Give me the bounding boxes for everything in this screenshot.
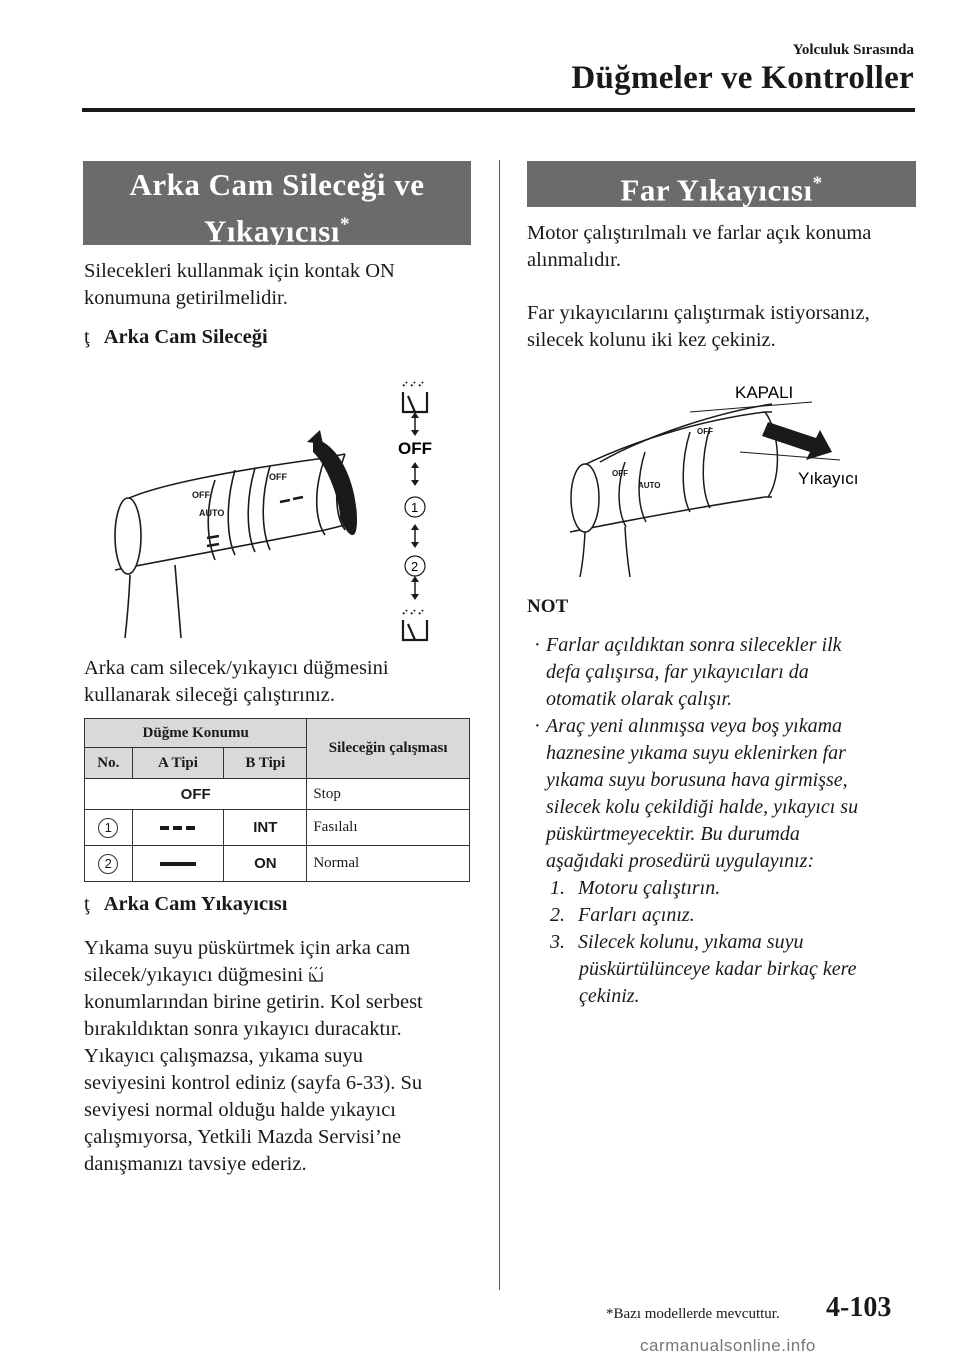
section-mark: ţ [84,326,90,348]
rear-washer-subheading-text: Arka Cam Yıkayıcısı [103,893,288,915]
body-line: Far yıkayıcılarını çalıştırmak istiyorsanız, [527,302,870,324]
lever-auto-label: AUTO [638,481,661,490]
running-header-title: Düğmeler ve Kontroller [571,60,914,96]
rear-wiper-description [84,655,389,709]
note-line: püskürtmeyecektir. Bu durumda [546,823,800,845]
rear-wiper-banner-line1: Arka Cam Sileceği ve [129,167,425,202]
note-line: defa çalışırsa, far yıkayıcıları da [546,661,809,683]
headlight-washer-banner [527,161,916,207]
step-continuation: çekiniz. [579,985,640,1007]
step-continuation: püskürtülünceye kadar birkaç kere [579,958,857,980]
intro-line1: Silecekleri kullanmak için kontak ON [84,260,395,282]
figure-label-washer: Yıkayıcı [798,469,859,488]
body-line: silecek kolunu iki kez çekiniz. [527,329,776,351]
body-line: seviyesi normal olduğu halde yıkayıcı [84,1099,396,1121]
washer-icon-inline [308,965,324,983]
figure-label-off: KAPALI [735,383,794,402]
cell-operation: Normal [307,846,470,882]
indicator-pos2: 2 [411,559,419,574]
rear-wiper-lever-figure [95,370,465,645]
note-line: yıkama suyu borusuna hava girmişse, [546,769,848,791]
rear-wiper-banner-line2: Yıkayıcısı [204,213,340,249]
rear-wiper-subheading-text: Arka Cam Sileceği [103,326,268,348]
running-header-section: Yolculuk Sırasında [792,42,914,58]
continuous-symbol-icon [160,862,196,866]
headlight-intro-paragraph [527,220,871,274]
table-row [85,779,470,810]
body-line: Yıkama suyu püskürtmek için arka cam [84,937,411,959]
note-line: Farlar açıldıktan sonra silecekler ilk [546,634,842,656]
desc-line2: kullanarak sileceği çalıştırınız. [84,684,336,706]
switch-position-table [84,718,470,882]
body-line: seviyesini kontrol ediniz (sayfa 6-33). Su [84,1072,423,1094]
position-1-badge: 1 [98,818,118,838]
rear-wiper-subheading [84,326,268,349]
intro-paragraph [84,258,395,312]
watermark: carmanualsonline.info [640,1336,816,1355]
th-switch-position: Düğme Konumu [85,719,307,748]
indicator-pos1: 1 [411,500,419,515]
optional-mark: * [339,214,350,235]
desc-line1: Arka cam silecek/yıkayıcı düğmesini [84,657,389,679]
lever-auto-label: AUTO [199,508,225,518]
intro-line2: konumuna getirilmelidir. [84,287,288,309]
th-type-a: A Tipi [132,748,224,779]
column-divider [499,160,500,1290]
body-line: bırakıldıktan sonra yıkayıcı duracaktır. [84,1018,402,1040]
rear-washer-paragraph [84,935,423,1178]
cell-operation: Fasılalı [307,810,470,846]
lever-off2-label: OFF [269,472,287,482]
lever-off2-label: OFF [697,427,713,436]
body-line: çalışmıyorsa, Yetkili Mazda Servisi’ne [84,1126,402,1148]
note-line: silecek kolu çekildiği halde, yıkayıcı su [546,796,859,818]
step-item: 2. Farları açınız. [550,904,695,926]
th-no: No. [85,748,133,779]
body-line: Motor çalıştırılmalı ve farlar açık konuma [527,222,872,244]
step-item: 1. Motoru çalıştırın. [550,877,721,899]
cell-int: INT [224,810,307,846]
cell-off: OFF [85,779,307,810]
headlight-washer-lever-figure [540,372,900,582]
body-line: Yıkayıcı çalışmazsa, yıkama suyu [84,1045,363,1067]
section-mark: ţ [84,893,90,915]
note-title: NOT [527,596,569,617]
optional-mark: * [812,173,823,194]
th-wiper-operation: Sileceğin çalışması [307,719,470,779]
lever-off1-label: OFF [612,469,628,478]
indicator-off-label: OFF [398,439,432,458]
table-row [85,810,470,846]
body-line: silecek/yıkayıcı düğmesini [84,964,304,986]
note-line: haznesine yıkama suyu eklenirken far [546,742,846,764]
footnote: *Bazı modellerde mevcuttur. [606,1306,780,1322]
position-2-badge: 2 [98,854,118,874]
body-line: danışmanızı tavsiye ederiz. [84,1153,307,1175]
lever-off1-label: OFF [192,490,210,500]
note-item-1 [534,632,842,713]
note-item-2 [534,713,858,875]
table-row [85,846,470,882]
headlight-instruction-paragraph [527,300,870,354]
rear-wiper-banner [83,161,471,249]
note-line: otomatik olarak çalışır. [546,688,733,710]
bullet: · [534,715,541,737]
headlight-washer-banner-text: Far Yıkayıcısı [620,172,813,208]
bullet: · [534,634,541,656]
note-line: aşağıdaki prosedürü uygulayınız: [546,850,815,872]
th-type-b: B Tipi [224,748,307,779]
intermittent-symbol-icon [160,826,196,830]
cell-operation: Stop [307,779,470,810]
washer-icon [403,382,427,412]
body-line: konumlarından birine getirin. Kol serbest [84,991,423,1013]
body-line: alınmalıdır. [527,249,621,271]
step-item: 3. Silecek kolunu, yıkama suyu [550,931,804,953]
cell-on: ON [224,846,307,882]
page-number: 4-103 [826,1292,892,1323]
note-line: Araç yeni alınmışsa veya boş yıkama [546,715,843,737]
rear-washer-subheading [84,893,287,916]
header-rule [82,108,915,112]
procedure-steps [550,875,857,1010]
washer-icon-bottom [403,610,427,640]
